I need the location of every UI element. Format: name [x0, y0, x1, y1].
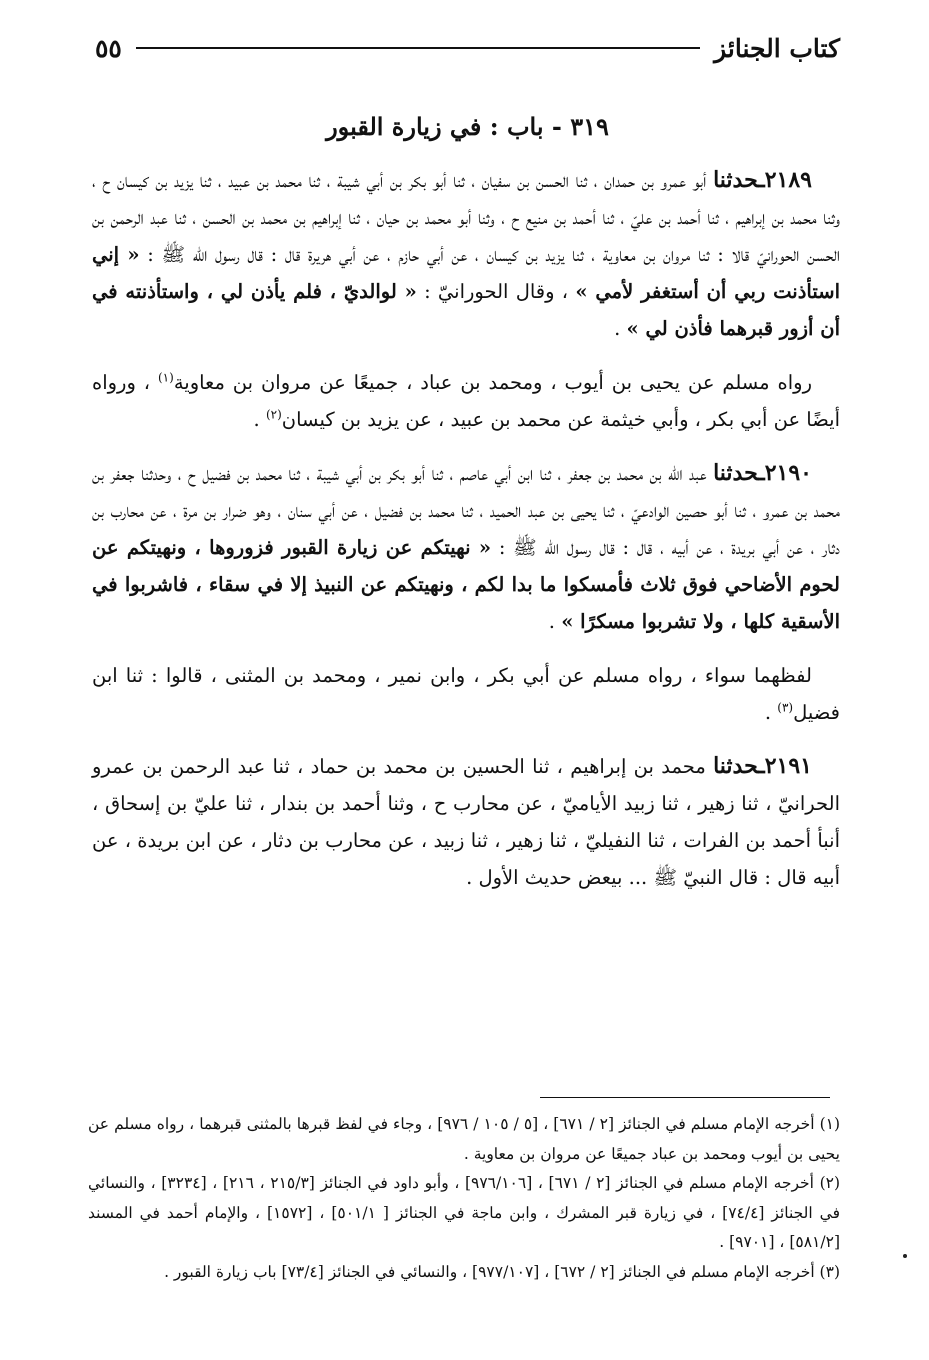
hadith-isnad: محمد بن إبراهيم ، ثنا الحسين بن محمد بن حماد ، ثنا عبد الرحمن بن عمرو الحرانيّ ، ثنا زهير ، ثنا زبيد الأياميّ ، عن محارب ح ، وثنا أحمد بن بندار ، ثنا عليّ بن إسحاق ، أنبأ أحمد بن الفرات ، ثنا النفيليّ ، ثنا زهير ، ثنا زبيد ، عن محارب بن دثار ، عن ابن بريدة ، عن أبيه قال : قال النبيّ ﷺ ... بيعض حديث الأول .: [92, 755, 840, 889]
hadith-keyword: حدثنا: [713, 167, 759, 193]
header-rule: [136, 47, 700, 49]
chapter-heading: ٣١٩ - باب : في زيارة القبور: [326, 112, 609, 141]
footnote-ref[interactable]: (٢): [265, 407, 282, 422]
hadith-keyword: حدثنا: [713, 460, 759, 486]
hadith-end: .: [614, 317, 627, 340]
body-text: [92, 162, 840, 913]
margin-dot: [903, 1254, 907, 1258]
footnotes: [88, 1110, 840, 1287]
commentary-text: ، ورواه أيضًا عن أبي بكر ، وأبي خيثمة عن محمد بن عبيد ، عن يزيد بن كيسان: [92, 371, 840, 431]
commentary-text: رواه مسلم عن يحيى بن أيوب ، ومحمد بن عباد ، جميعًا عن مروان بن معاوية: [173, 371, 812, 394]
commentary-text: لفظهما سواء ، رواه مسلم عن أبي بكر ، وابن نمير ، ومحمد بن المثنى ، قالوا : ثنا ابن فضيل: [92, 664, 840, 724]
footnote-1: (١) أخرجه الإمام مسلم في الجنائز [٢ / ٦٧١] ، [٥ / ١٠٥ / ٩٧٦] ، وجاء في لفظ قبرها بالمثنى قبرهما ، رواه مسلم عن يحيى بن أيوب ومحمد بن عباد جميعًا عن مروان بن معاوية .: [88, 1115, 841, 1163]
book-title: كتاب الجنائز: [714, 33, 840, 63]
hadith-matn: « إني استأذنت ربي أن أستغفر لأمي »: [92, 243, 840, 303]
commentary-end: .: [253, 408, 266, 431]
footnote-rule: [540, 1097, 830, 1098]
hadith-text: ، وقال الحورانيّ :: [416, 280, 576, 303]
hadith-2191: [92, 748, 840, 896]
hadith-end: .: [548, 610, 562, 633]
hadith-matn: « نهيتكم عن زيارة القبور فزوروها ، ونهيتكم عن لحوم الأضاحي فوق ثلاث فأمسكوا ما بدا لكم ، ونهيتكم عن النبيذ إلا في سقاء ، فاشربوا في الأسقية كلها ، ولا تشربوا مسكرًا »: [92, 536, 840, 633]
hadith-number: ٢١٩٠ـ: [758, 460, 812, 486]
hadith-isnad: أبو عمرو بن حمدان ، ثنا الحسن بن سفيان ، ثنا أبو بكر بن أبي شيبة ، ثنا محمد بن عبيد ، ثنا يزيد بن كيسان ح ، وثنا محمد بن إبراهيم ، ثنا أحمد بن عليّ ، ثنا أحمد بن منيع ح ، وثنا أبو محمد بن حيان ، ثنا إبراهيم بن محمد بن الحسن ، ثنا عبد الرحمن بن الحسن الحورانيّ قالا : ثنا مروان بن معاوية ، ثنا يزيد بن كيسان ، عن أبي حازم ، عن أبي هريرة قال : قال رسول الله ﷺ :: [92, 169, 841, 266]
footnote-2: (٢) أخرجه الإمام مسلم في الجنائز [٢ / ٦٧١] ، [٩٧٦/١٠٦] ، وأبو داود في الجنائز [٢١٥/٣ ، ٢١٦] ، [٣٢٣٤] ، والنسائي في الجنائز [٧٤/٤] ، في زيارة قبر المشرك ، وابن ماجة في الجنائز [ ٥٠١/١] ، [١٥٧٢] ، والإمام أحمد في المسند [٥٨١/٢] ، [٩٧٠١] .: [88, 1174, 841, 1251]
commentary-end: .: [764, 701, 778, 724]
hadith-matn: « لوالديّ ، فلم يأذن لي ، واستأذنته في أن أزور قبرهما فأذن لي »: [92, 280, 840, 340]
footnote-ref[interactable]: (٣): [777, 700, 794, 715]
hadith-number: ٢١٩١ـ: [758, 753, 812, 779]
footnote-3: (٣) أخرجه الإمام مسلم في الجنائز [٢ / ٦٧٢] ، [٩٧٧/١٠٧] ، والنسائي في الجنائز [٧٣/٤] باب زيارة القبور .: [164, 1262, 840, 1281]
hadith-2189: [92, 162, 840, 347]
hadith-isnad: عبد الله بن محمد بن جعفر ، ثنا ابن أبي عاصم ، ثنا أبو بكر بن أبي شيبة ، ثنا محمد بن فضيل ح ، وحدثنا جعفر بن محمد بن عمرو ، ثنا أبو حصين الوادعيّ ، ثنا يحيى بن عبد الحميد ، ثنا محمد بن فضيل ، عن أبي سنان ، وهو ضرار بن مرة ، عن محارب بن دثار ، عن أبي بريدة ، عن أبيه ، قال : قال رسول الله ﷺ :: [92, 462, 840, 559]
hadith-keyword: حدثنا: [713, 753, 759, 779]
running-header: [95, 28, 840, 68]
hadith-2190: [92, 455, 840, 640]
page-number: ٥٥: [95, 33, 122, 63]
hadith-number: ٢١٨٩ـ: [758, 167, 812, 193]
footnote-ref[interactable]: (١): [157, 370, 174, 385]
commentary-2189: [92, 364, 840, 438]
commentary-2190: [92, 657, 840, 731]
